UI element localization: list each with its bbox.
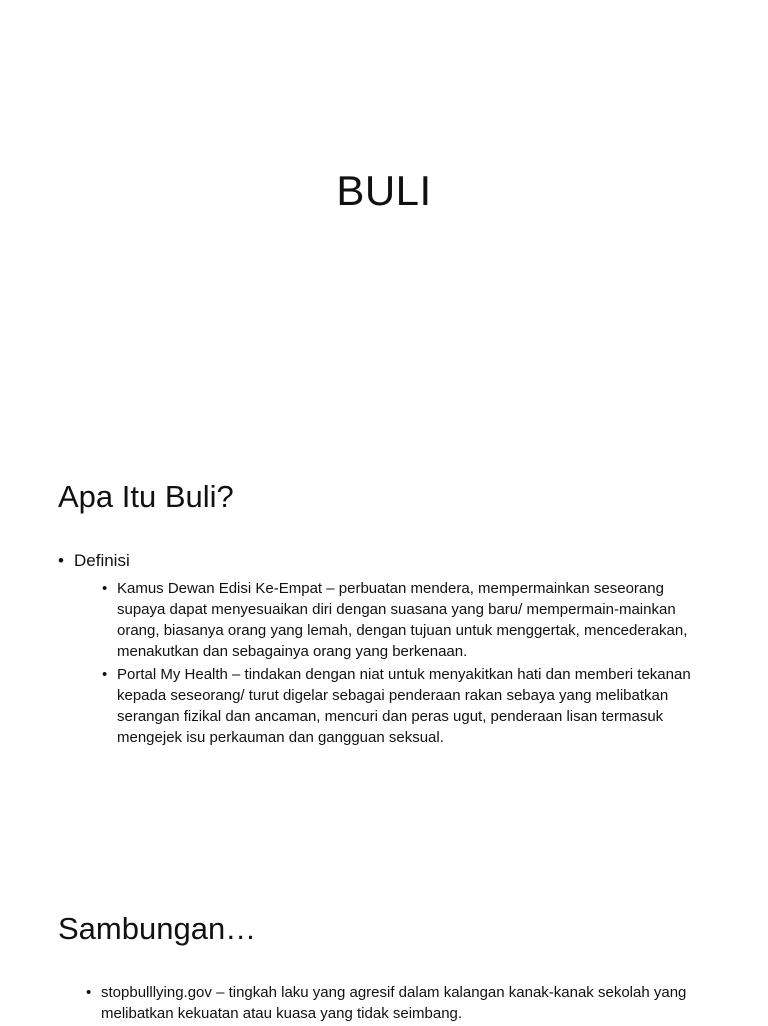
sub-bullet-list: [58, 982, 708, 1026]
sub-bullet-portal-my-health: • Portal My Health – tindakan dengan niat untuk menyakitkan hati dan memberi tekanan kepada seseorang/ turut digelar sebagai penderaan rakan sebaya yang melibatkan serangan fizikal dan ancaman, mencuri dan peras ugut, penderaan lisan termasuk mengejek isu perkauman dan gangguan seksual.: [102, 664, 708, 748]
sub-bullet-kamus-dewan: • Kamus Dewan Edisi Ke-Empat – perbuatan mendera, mempermainkan seseorang supaya dapat menyesuaikan diri dengan suasana yang baru/ mempermain-mainkan orang, biasanya orang yang lemah, dengan tujuan untuk menggertak, mencederakan, menakutkan dan sebagainya orang yang berkenaan.: [102, 578, 708, 662]
sub-bullet-list: [74, 578, 708, 748]
sub-bullet-stopbullying: • stopbulllying.gov – tingkah laku yang agresif dalam kalangan kanak-kanak sekolah yang melibatkan kekuatan atau kuasa yang tidak seimbang.: [86, 982, 708, 1024]
slide-heading: Apa Itu Buli?: [58, 479, 234, 514]
title-slide: [0, 0, 768, 432]
slide-heading: Sambungan…: [58, 911, 257, 946]
continuation-slide: [0, 880, 768, 1024]
definition-slide: [0, 432, 768, 864]
slide-title: BULI: [336, 167, 432, 214]
bullet-definisi: [58, 550, 708, 748]
bullet-text: Definisi: [74, 551, 130, 570]
bullet-list: [58, 550, 708, 750]
